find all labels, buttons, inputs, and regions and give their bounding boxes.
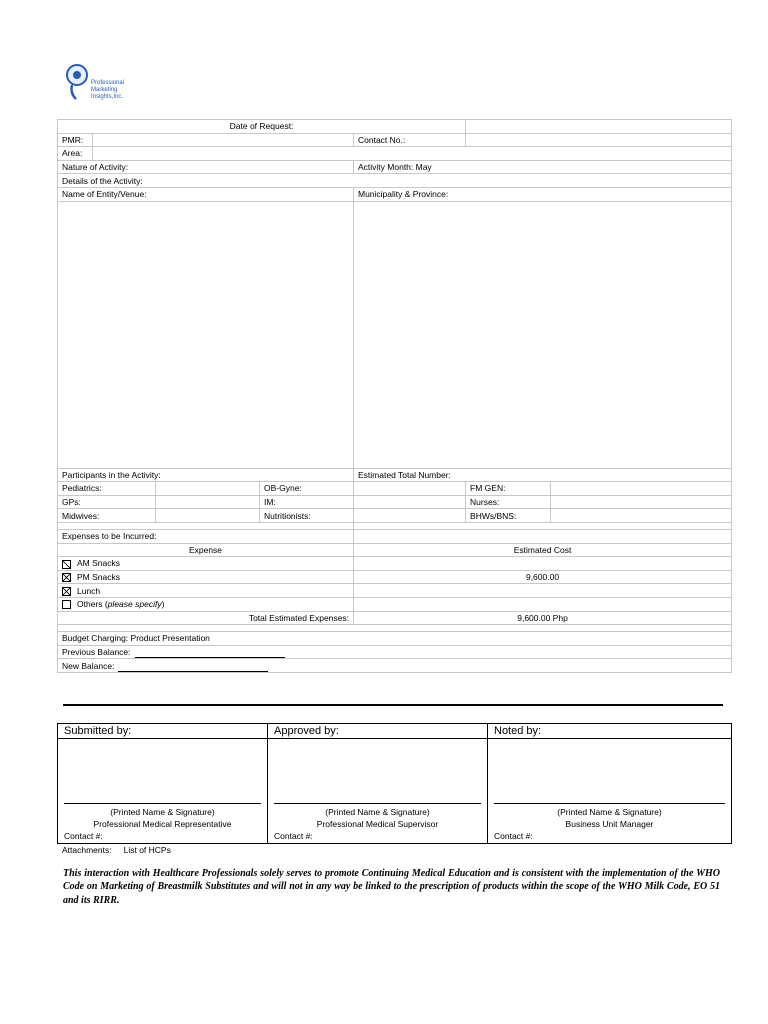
previous-balance-line[interactable]: [135, 649, 285, 658]
midwives-label: Midwives:: [58, 509, 156, 523]
pmr-label: PMR:: [58, 133, 93, 147]
contact-no-label: Contact No.:: [354, 133, 466, 147]
attachments: [62, 845, 171, 855]
gps-label: GPs:: [58, 495, 156, 509]
im-label: IM:: [260, 495, 354, 509]
others-close-paren: ): [161, 599, 165, 610]
pediatrics-field[interactable]: [156, 482, 260, 496]
am-snacks-label: AM Snacks: [77, 558, 120, 569]
contact-label: Contact #:: [494, 831, 533, 841]
bhws-field[interactable]: [551, 509, 732, 523]
previous-balance-row: [58, 645, 732, 659]
entity-venue-label: Name of Entity/Venue:: [58, 187, 354, 201]
estimated-cost-header: Estimated Cost: [354, 543, 732, 557]
disclaimer-text: This interaction with Healthcare Professionals solely serves to promote Continuing Medical Education and is consistent with the implementation of the WHO Code on Marketing of Breastmilk Substitutes and will not in any way be linked to the prescription of products within the scope of the WHO Milk Code, EO 51 and its RIRR.: [63, 868, 720, 906]
details-of-activity-label: Details of the Activity:: [58, 174, 732, 188]
submitted-by-heading: Submitted by:: [58, 724, 268, 739]
signature-caption: (Printed Name & Signature) Professional Medical Representative: [93, 807, 232, 829]
approved-by-heading: Approved by:: [268, 724, 488, 739]
others-specify-text: please specify: [107, 599, 162, 610]
nature-of-activity-label: Nature of Activity:: [58, 160, 354, 174]
im-field[interactable]: [354, 495, 466, 509]
new-balance-line[interactable]: [118, 663, 268, 672]
others-checkbox[interactable]: [62, 600, 71, 609]
activity-month-label: Activity Month: May: [354, 160, 732, 174]
bhws-label: BHWs/BNS:: [466, 509, 551, 523]
spacer-row: [58, 625, 732, 632]
total-estimated-expenses-label: Total Estimated Expenses:: [58, 611, 354, 625]
signature-caption: (Printed Name & Signature) Professional Medical Supervisor: [316, 807, 439, 829]
submitted-by-signature-box[interactable]: [58, 739, 268, 844]
previous-balance-label: Previous Balance:: [62, 646, 131, 657]
contact-label: Contact #:: [274, 831, 313, 841]
total-estimated-expenses-value: 9,600.00 Php: [354, 611, 732, 625]
others-cost[interactable]: [354, 597, 732, 611]
spacer-row: [354, 522, 732, 529]
noted-by-heading: Noted by:: [488, 724, 732, 739]
area-label: Area:: [58, 147, 93, 161]
signature-table: [57, 723, 732, 844]
am-snacks-cost[interactable]: [354, 557, 732, 571]
others-label: Others (: [77, 599, 108, 610]
attachments-value: List of HCPs: [123, 845, 171, 855]
pmr-field[interactable]: [93, 133, 354, 147]
new-balance-label: New Balance:: [62, 660, 115, 671]
fmgen-field[interactable]: [551, 482, 732, 496]
expense-item-am-snacks: [58, 557, 354, 571]
lunch-label: Lunch: [77, 585, 101, 596]
pm-snacks-cost[interactable]: 9,600.00: [354, 570, 732, 584]
expense-item-lunch: [58, 584, 354, 598]
contact-label: Contact #:: [64, 831, 103, 841]
budget-charging: Budget Charging: Product Presentation: [58, 632, 732, 646]
obgyne-label: OB-Gyne:: [260, 482, 354, 496]
p-mark-logo-icon: [64, 63, 90, 101]
pediatrics-label: Pediatrics:: [58, 482, 156, 496]
fmgen-label: FM GEN:: [466, 482, 551, 496]
expense-item-others: [58, 597, 354, 611]
expenses-blank: [354, 529, 732, 543]
expense-header: Expense: [58, 543, 354, 557]
nutritionists-field[interactable]: [354, 509, 466, 523]
participants-label: Participants in the Activity:: [58, 468, 354, 482]
approved-by-signature-box[interactable]: [268, 739, 488, 844]
entity-venue-area[interactable]: [58, 201, 354, 468]
signature-line: [274, 803, 481, 804]
obgyne-field[interactable]: [354, 482, 466, 496]
pm-snacks-label: PM Snacks: [77, 572, 120, 583]
contact-no-field[interactable]: [466, 133, 732, 147]
gps-field[interactable]: [156, 495, 260, 509]
date-of-request-field[interactable]: [466, 120, 732, 134]
expenses-label: Expenses to be Incurred:: [58, 529, 354, 543]
municipality-province-label: Municipality & Province:: [354, 187, 732, 201]
nurses-label: Nurses:: [466, 495, 551, 509]
expense-item-pm-snacks: [58, 570, 354, 584]
logo-wordmark: Professional Marketing Insights,Inc.: [91, 80, 125, 100]
lunch-checkbox[interactable]: [62, 587, 71, 596]
date-of-request-label: Date of Request:: [58, 120, 466, 134]
new-balance-row: [58, 659, 732, 673]
company-logo: [64, 63, 164, 103]
midwives-field[interactable]: [156, 509, 260, 523]
signature-caption: (Printed Name & Signature) Business Unit Manager: [557, 807, 662, 829]
spacer-row: [58, 522, 354, 529]
signature-line: [64, 803, 261, 804]
nutritionists-label: Nutritionists:: [260, 509, 354, 523]
am-snacks-checkbox[interactable]: [62, 560, 71, 569]
lunch-cost[interactable]: [354, 584, 732, 598]
estimated-total-number-label: Estimated Total Number:: [354, 468, 732, 482]
activity-request-form: [57, 119, 732, 673]
noted-by-signature-box[interactable]: [488, 739, 732, 844]
pm-snacks-checkbox[interactable]: [62, 573, 71, 582]
nurses-field[interactable]: [551, 495, 732, 509]
municipality-province-area[interactable]: [354, 201, 732, 468]
section-divider: [63, 704, 723, 706]
signature-line: [494, 803, 725, 804]
area-field[interactable]: [93, 147, 732, 161]
attachments-label: Attachments:: [62, 845, 112, 855]
